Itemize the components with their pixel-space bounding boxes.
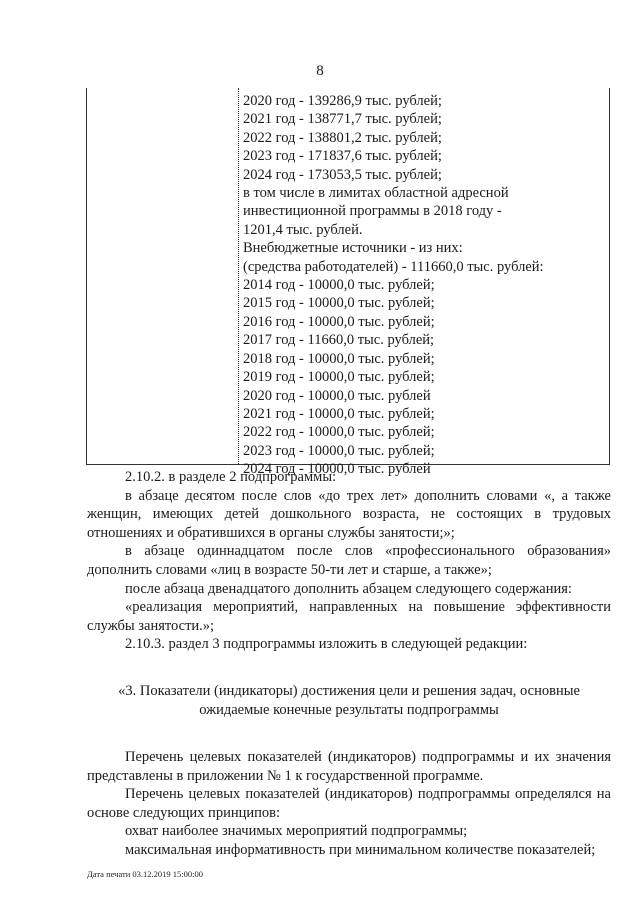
table-line: 2020 год - 10000,0 тыс. рублей <box>243 387 431 404</box>
paragraph: максимальная информативность при минимальном количестве показателей; <box>125 841 596 858</box>
table-left-cell <box>87 88 238 464</box>
table-line: 2015 год - 10000,0 тыс. рублей; <box>243 295 435 312</box>
page-number: 8 <box>316 63 324 79</box>
table-line: 2017 год - 11660,0 тыс. рублей; <box>243 332 435 349</box>
table-line: в том числе в лимитах областной адресной <box>243 185 509 202</box>
paragraph: Перечень целевых показателей (индикаторов) подпрограммы и их значения представлены в приложении № 1 к государственной программе. <box>87 748 611 784</box>
table-line: 2018 год - 10000,0 тыс. рублей; <box>243 350 435 367</box>
print-date: Дата печати 03.12.2019 15:00:00 <box>87 869 203 879</box>
table-line: 2014 год - 10000,0 тыс. рублей; <box>243 277 435 294</box>
paragraph: в абзаце десятом после слов «до трех лет» дополнить словами «, а также женщин, имеющих детей дошкольного возраста, не состоящих в трудовых отношениях и обратившихся в органы службы занятости;»; <box>87 487 611 541</box>
paragraph: после абзаца двенадцатого дополнить абзацем следующего содержания: <box>125 580 572 597</box>
paragraph: 2.10.3. раздел 3 подпрограммы изложить в следующей редакции: <box>125 636 528 653</box>
table-line: 2016 год - 10000,0 тыс. рублей; <box>243 313 435 330</box>
section-heading: «3. Показатели (индикаторы) достижения цели и решения задач, основные ожидаемые конечные результаты подпрограммы <box>118 682 580 718</box>
table-line: 2023 год - 10000,0 тыс. рублей; <box>243 442 435 459</box>
table-line: 2023 год - 171837,6 тыс. рублей; <box>243 148 442 165</box>
table-column-divider <box>238 88 239 464</box>
table-right-cell <box>243 92 603 479</box>
table-line: 2022 год - 10000,0 тыс. рублей; <box>243 424 435 441</box>
paragraph: «реализация мероприятий, направленных на повышение эффективности службы занятости.»; <box>87 599 611 634</box>
table-line: 2020 год - 139286,9 тыс. рублей; <box>243 93 442 109</box>
table-line: 2022 год - 138801,2 тыс. рублей; <box>243 129 442 146</box>
table-line: 2019 год - 10000,0 тыс. рублей; <box>243 369 435 386</box>
table-line: 2021 год - 10000,0 тыс. рублей; <box>243 405 435 422</box>
table-line: Внебюджетные источники - из них: <box>243 240 463 257</box>
table-line: 2021 год - 138771,7 тыс. рублей; <box>243 111 442 128</box>
paragraph: в абзаце одиннадцатом после слов «профессионального образования» дополнить словами «лиц в возрасте 50-ти лет и старше, а также»; <box>87 543 611 578</box>
table-line: (средства работодателей) - 111660,0 тыс. рублей: <box>243 258 544 275</box>
document-body <box>87 468 611 860</box>
paragraph: охват наиболее значимых мероприятий подпрограммы; <box>125 823 468 840</box>
table-line: 2024 год - 10000,0 тыс. рублей <box>243 461 431 478</box>
table-line: 1201,4 тыс. рублей. <box>243 221 363 238</box>
table-line: 2024 год - 173053,5 тыс. рублей; <box>243 166 442 183</box>
paragraph: Перечень целевых показателей (индикаторов) подпрограммы определялся на основе следующих принципов: <box>87 786 611 821</box>
paragraph: 2.10.2. в разделе 2 подпрограммы: <box>125 469 337 485</box>
table-line: инвестиционной программы в 2018 году - <box>243 203 502 220</box>
